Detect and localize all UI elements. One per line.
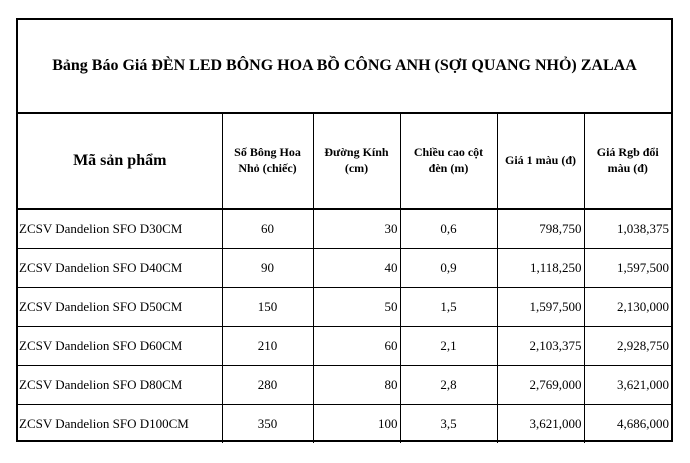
- cell-price-single: 1,597,500: [497, 288, 584, 327]
- price-sheet: [16, 18, 673, 442]
- cell-diameter: 100: [313, 405, 400, 444]
- cell-flowers: 210: [222, 327, 313, 366]
- cell-height: 1,5: [400, 288, 497, 327]
- table-row: [18, 288, 671, 327]
- cell-price-single: 798,750: [497, 209, 584, 249]
- table-row: [18, 405, 671, 444]
- cell-price-rgb: 2,130,000: [584, 288, 671, 327]
- cell-code: ZCSV Dandelion SFO D60CM: [18, 327, 222, 366]
- cell-height: 2,8: [400, 366, 497, 405]
- cell-price-rgb: 1,597,500: [584, 249, 671, 288]
- header-price-single: Giá 1 màu (đ): [497, 114, 584, 209]
- header-height: Chiều cao cột đèn (m): [400, 114, 497, 209]
- table-row: [18, 327, 671, 366]
- cell-flowers: 60: [222, 209, 313, 249]
- header-flowers: Số Bông Hoa Nhỏ (chiếc): [222, 114, 313, 209]
- cell-flowers: 150: [222, 288, 313, 327]
- cell-code: ZCSV Dandelion SFO D50CM: [18, 288, 222, 327]
- cell-diameter: 80: [313, 366, 400, 405]
- cell-price-single: 2,103,375: [497, 327, 584, 366]
- table-row: [18, 366, 671, 405]
- header-diameter: Đường Kính (cm): [313, 114, 400, 209]
- cell-height: 3,5: [400, 405, 497, 444]
- cell-height: 0,6: [400, 209, 497, 249]
- cell-code: ZCSV Dandelion SFO D30CM: [18, 209, 222, 249]
- cell-height: 2,1: [400, 327, 497, 366]
- cell-price-single: 2,769,000: [497, 366, 584, 405]
- cell-price-rgb: 2,928,750: [584, 327, 671, 366]
- cell-price-rgb: 4,686,000: [584, 405, 671, 444]
- header-price-rgb: Giá Rgb đổi màu (đ): [584, 114, 671, 209]
- cell-diameter: 60: [313, 327, 400, 366]
- header-code: Mã sản phẩm: [18, 114, 222, 209]
- price-table: [18, 114, 671, 443]
- cell-code: ZCSV Dandelion SFO D40CM: [18, 249, 222, 288]
- cell-flowers: 280: [222, 366, 313, 405]
- sheet-title: Bảng Báo Giá ĐÈN LED BÔNG HOA BỒ CÔNG ANH (SỢI QUANG NHỎ) ZALAA: [18, 20, 671, 114]
- cell-price-rgb: 3,621,000: [584, 366, 671, 405]
- table-row: [18, 209, 671, 249]
- cell-flowers: 90: [222, 249, 313, 288]
- cell-flowers: 350: [222, 405, 313, 444]
- cell-diameter: 30: [313, 209, 400, 249]
- cell-price-single: 1,118,250: [497, 249, 584, 288]
- cell-price-single: 3,621,000: [497, 405, 584, 444]
- cell-diameter: 50: [313, 288, 400, 327]
- table-row: [18, 249, 671, 288]
- cell-price-rgb: 1,038,375: [584, 209, 671, 249]
- cell-height: 0,9: [400, 249, 497, 288]
- cell-diameter: 40: [313, 249, 400, 288]
- header-row: [18, 114, 671, 209]
- cell-code: ZCSV Dandelion SFO D100CM: [18, 405, 222, 444]
- cell-code: ZCSV Dandelion SFO D80CM: [18, 366, 222, 405]
